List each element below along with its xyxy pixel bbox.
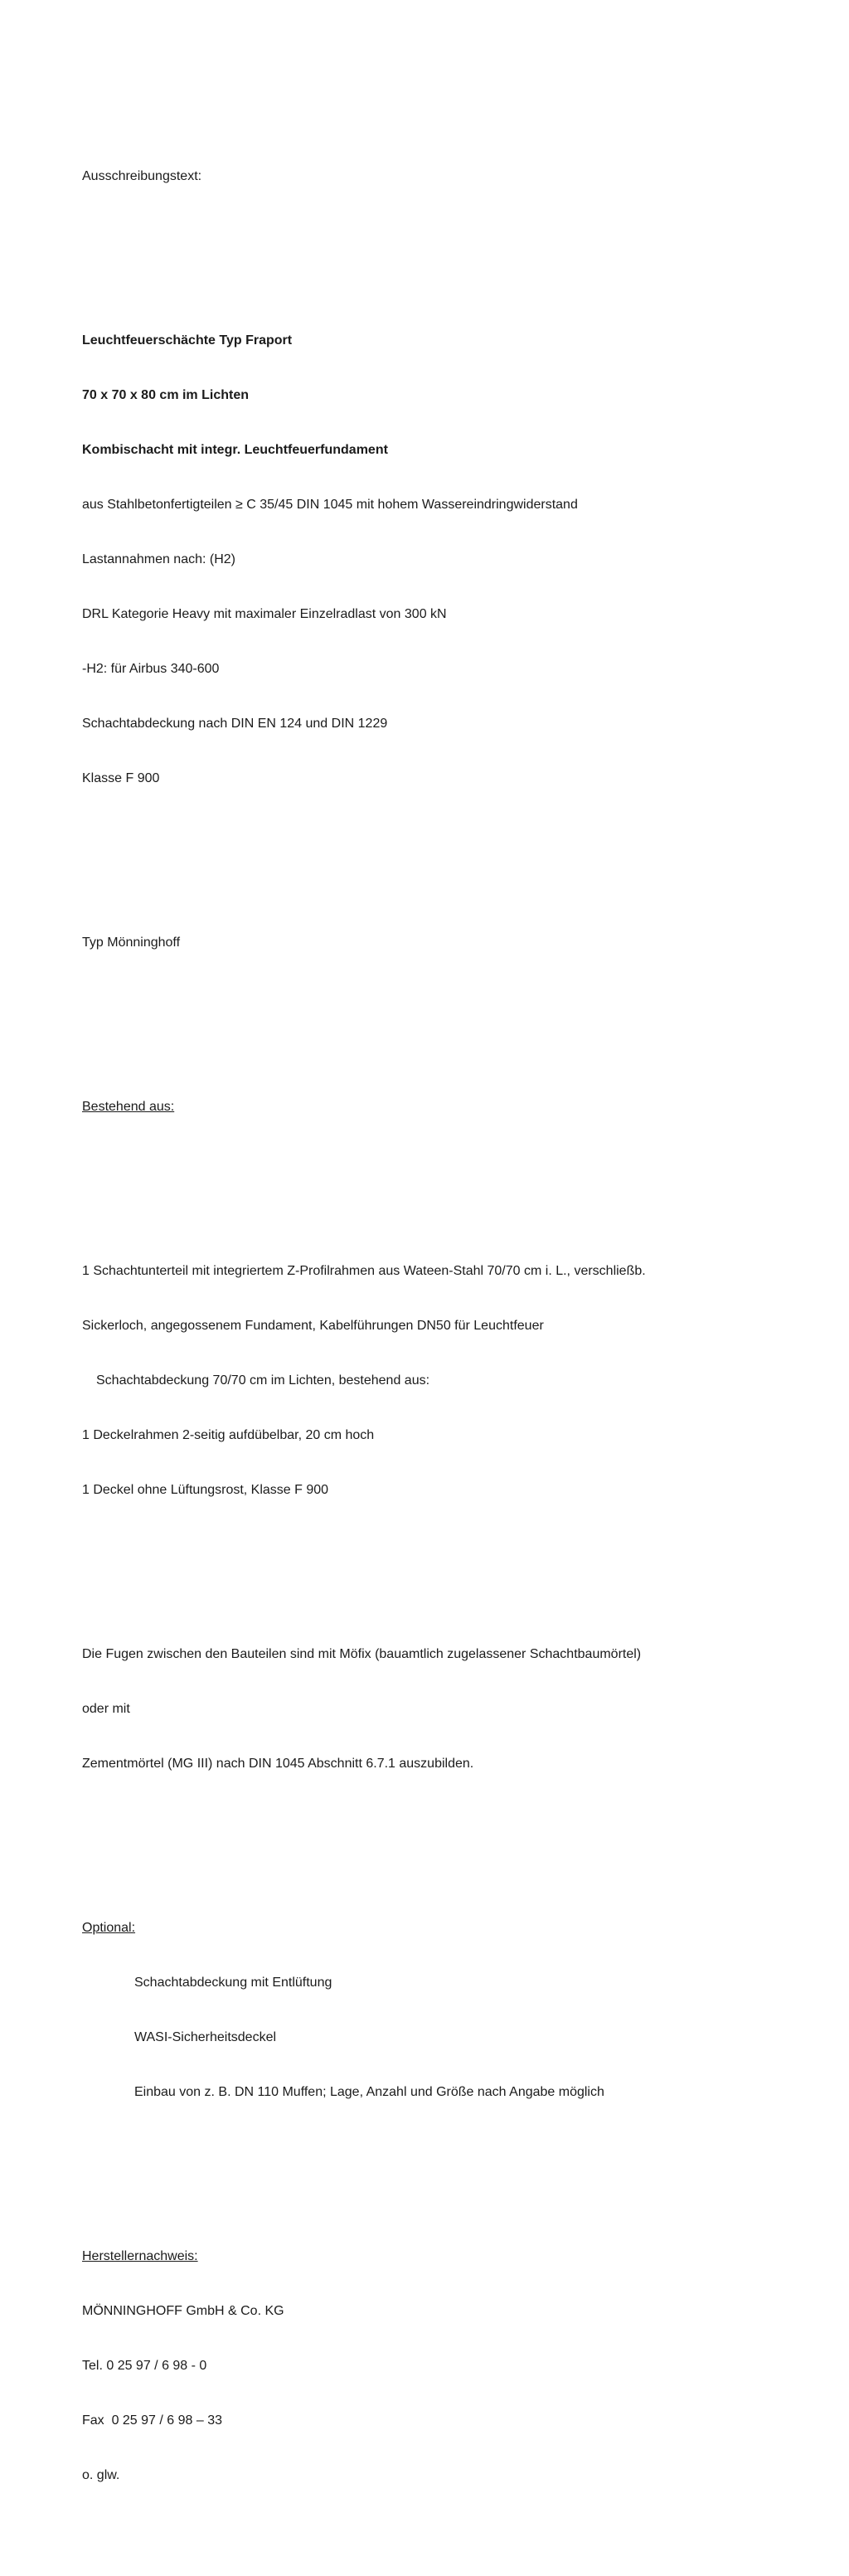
product-subtitle: Kombischacht mit integr. Leuchtfeuerfundament — [82, 443, 388, 457]
manufacturer-tel: Tel. 0 25 97 / 6 98 - 0 — [82, 2359, 207, 2373]
document-content — [82, 76, 758, 2576]
paragraph-optional — [82, 1883, 758, 2138]
product-title: Leuchtfeuerschächte Typ Fraport — [82, 333, 293, 348]
item-deckelrahmen: 1 Deckelrahmen 2-seitig aufdübelbar, 20 cm hoch — [82, 1428, 375, 1442]
optional-item-entlueftung: Schachtabdeckung mit Entlüftung — [134, 1976, 332, 1990]
paragraph-bestehend-heading — [82, 1062, 758, 1153]
manufacturer-fax: Fax 0 25 97 / 6 98 – 33 — [82, 2413, 223, 2428]
paragraph-fugen — [82, 1609, 758, 1810]
item-schachtabdeckung: Schachtabdeckung 70/70 cm im Lichten, bestehend aus: — [96, 1373, 430, 1388]
optional-item-muffen: Einbau von z. B. DN 110 Muffen; Lage, Anzahl und Größe nach Angabe möglich — [134, 2085, 604, 2099]
paragraph-doc-type — [82, 131, 758, 222]
product-dimensions: 70 x 70 x 80 cm im Lichten — [82, 388, 249, 402]
fugen-line-1: Die Fugen zwischen den Bauteilen sind mit Möfix (bauamtlich zugelassener Schachtbaumörtel) — [82, 1647, 642, 1661]
spec-line-class: Klasse F 900 — [82, 771, 160, 785]
spec-line-h2: -H2: für Airbus 340-600 — [82, 662, 220, 676]
optional-item-wasi: WASI-Sicherheitsdeckel — [134, 2030, 277, 2044]
fugen-line-2: oder mit — [82, 1702, 130, 1716]
spec-line-drl: DRL Kategorie Heavy mit maximaler Einzelradlast von 300 kN — [82, 607, 447, 621]
paragraph-components — [82, 1226, 758, 1536]
spec-line-material: aus Stahlbetonfertigteilen ≥ C 35/45 DIN 1045 mit hohem Wassereindringwiderstand — [82, 498, 578, 512]
doc-type-label: Ausschreibungstext: — [82, 169, 202, 183]
manufacturer-glw: o. glw. — [82, 2468, 120, 2482]
type-line: Typ Mönninghoff — [82, 936, 181, 950]
item-deckel: 1 Deckel ohne Lüftungsrost, Klasse F 900 — [82, 1483, 329, 1497]
item-sickerloch: Sickerloch, angegossenem Fundament, Kabelführungen DN50 für Leuchtfeuer — [82, 1319, 544, 1333]
item-schachtunterteil: 1 Schachtunterteil mit integriertem Z-Profilrahmen aus Wateen-Stahl 70/70 cm i. L., verschließb. — [82, 1264, 646, 1278]
manufacturer-name: MÖNNINGHOFF GmbH & Co. KG — [82, 2304, 284, 2318]
spec-line-loads: Lastannahmen nach: (H2) — [82, 552, 235, 566]
section-heading-bestehend: Bestehend aus: — [82, 1100, 175, 1114]
paragraph-hersteller — [82, 2211, 758, 2521]
paragraph-product-spec — [82, 295, 758, 824]
spec-line-cover: Schachtabdeckung nach DIN EN 124 und DIN 1229 — [82, 717, 388, 731]
section-heading-optional: Optional: — [82, 1921, 136, 1935]
fugen-line-3: Zementmörtel (MG III) nach DIN 1045 Abschnitt 6.7.1 auszubilden. — [82, 1757, 474, 1771]
paragraph-type — [82, 897, 758, 989]
section-heading-hersteller: Herstellernachweis: — [82, 2249, 198, 2263]
